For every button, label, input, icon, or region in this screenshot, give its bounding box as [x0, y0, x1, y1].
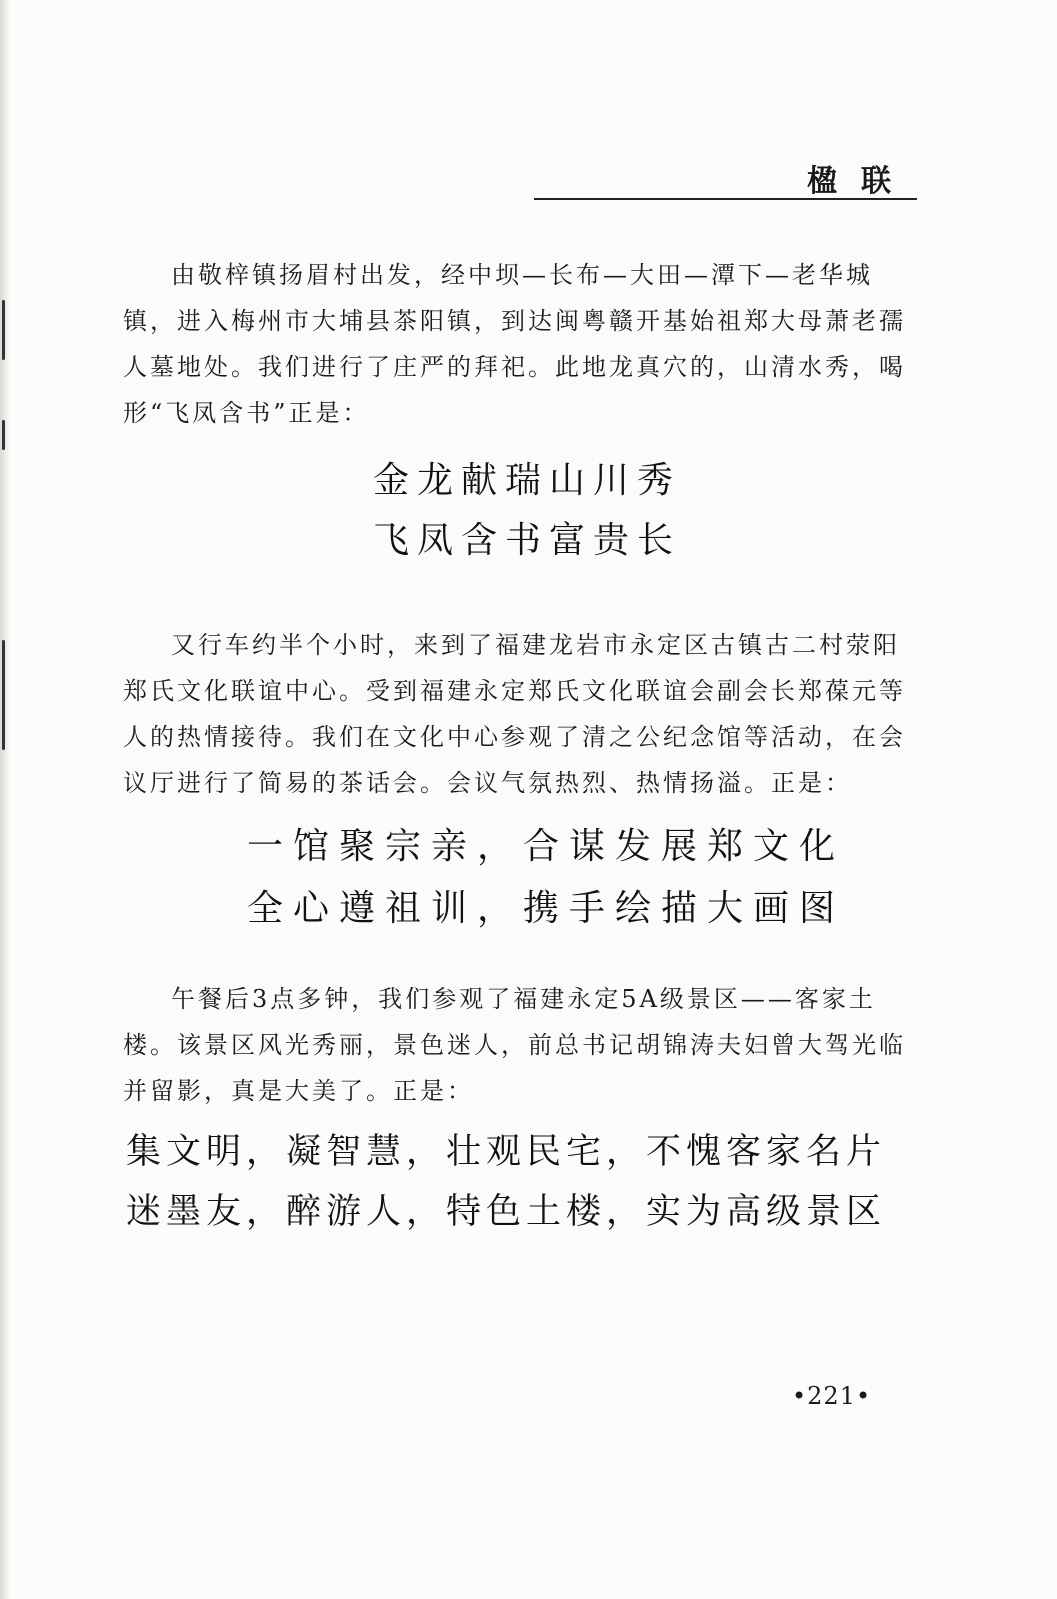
header-title: 楹联	[807, 164, 915, 199]
running-header	[534, 150, 917, 200]
scan-edge-mark	[2, 420, 5, 450]
couplet-1-line-2: 飞凤含书富贵长	[373, 520, 682, 561]
couplet-2-line-1: 一馆聚宗亲，合谋发展郑文化	[247, 826, 846, 867]
couplet-2-line-2: 全心遵祖训，携手绘描大画图	[247, 888, 846, 929]
scan-edge-mark	[2, 640, 5, 750]
couplet-3-line-2: 迷墨友，醉游人，特色土楼，实为高级景区	[126, 1192, 887, 1232]
page-number: •221•	[792, 1382, 872, 1410]
couplet-3-line-1: 集文明，凝智慧，壮观民宅，不愧客家名片	[126, 1132, 887, 1172]
scan-shadow-edge	[0, 0, 10, 1599]
paragraph-2: 又行车约半个小时，来到了福建龙岩市永定区古镇古二村荥阳郑氏文化联谊中心。受到福建永定郑氏文化联谊会副会长郑葆元等人的热情接待。我们在文化中心参观了清之公纪念馆等活动，在会议厅进行了简易的茶话会。会议气氛热烈、热情扬溢。正是：	[123, 631, 906, 797]
paragraph-3: 午餐后3点多钟，我们参观了福建永定5A级景区——客家土楼。该景区风光秀丽，景色迷人，前总书记胡锦涛夫妇曾大驾光临并留影，真是大美了。正是：	[123, 985, 906, 1105]
paragraph-1: 由敬梓镇扬眉村出发，经中坝—长布—大田—潭下—老华城镇，进入梅州市大埔县茶阳镇，到达闽粤赣开基始祖郑大母萧老孺人墓地处。我们进行了庄严的拜祀。此地龙真穴的，山清水秀，喝形“飞凤含书”正是：	[123, 261, 906, 427]
couplet-1-line-1: 金龙献瑞山川秀	[373, 460, 682, 501]
scan-edge-mark	[2, 300, 5, 360]
